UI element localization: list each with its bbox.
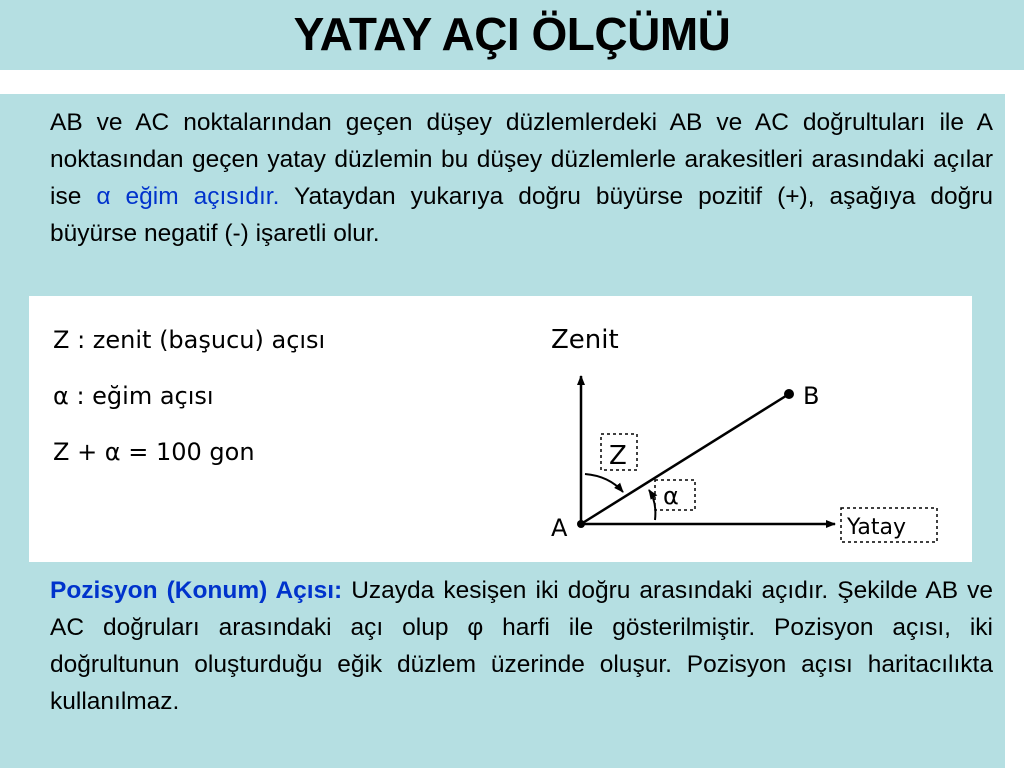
alpha-label: α [663,482,679,510]
angle-diagram [29,296,972,562]
para2-heading: Pozisyon (Konum) Açısı: [50,577,343,604]
para2-phi-symbol: φ [467,614,484,641]
para1-text-blue: eğim açısıdır. [110,183,280,210]
para2-text: Uzayda kesişen iki doğru arasındaki açıdır. Şekilde AB ve AC doğruları arasındaki açı olup [50,577,993,641]
para1-text-a: AB ve AC noktalarından geçen düşey düzlemlerdeki AB ve AC doğrultuları ile A noktasından geçen yatay düzlemin bu düşey düzlemlerle arakesitleri arasındaki açılar ise [50,109,993,210]
paragraph-slope-angle [50,104,993,252]
slide-title: YATAY AÇI ÖLÇÜMÜ [293,8,731,60]
right-margin [1005,94,1024,768]
point-a [577,520,585,528]
angle-figure [29,296,972,562]
point-a-label: A [551,514,568,542]
para1-alpha-symbol: α [96,183,111,210]
z-label: Z [609,441,627,471]
point-b [784,389,794,399]
zenith-arc [585,474,623,492]
point-b-label: B [803,382,820,410]
legend-sum: Z + α = 100 gon [53,438,255,466]
title-separator [0,70,1024,94]
para1-text-b: Yataydan yukarıya doğru büyürse pozitif (+), aşağıya doğru büyürse negatif (-) işaretli olur. [50,183,993,247]
title-bar [0,0,1024,70]
paragraph-position-angle [50,572,993,720]
legend-alpha: α : eğim açısı [53,382,214,410]
legend-zenith: Z : zenit (başucu) açısı [53,326,326,354]
para2-text-b: harfi ile gösterilmiştir. Pozisyon açısı, iki doğrultunun oluşturduğu eğik düzlem üzerinde oluşur. Pozisyon açısı haritacılıkta kullanılmaz. [50,614,993,715]
yatay-label: Yatay [847,515,907,540]
zenit-label: Zenit [551,325,619,355]
